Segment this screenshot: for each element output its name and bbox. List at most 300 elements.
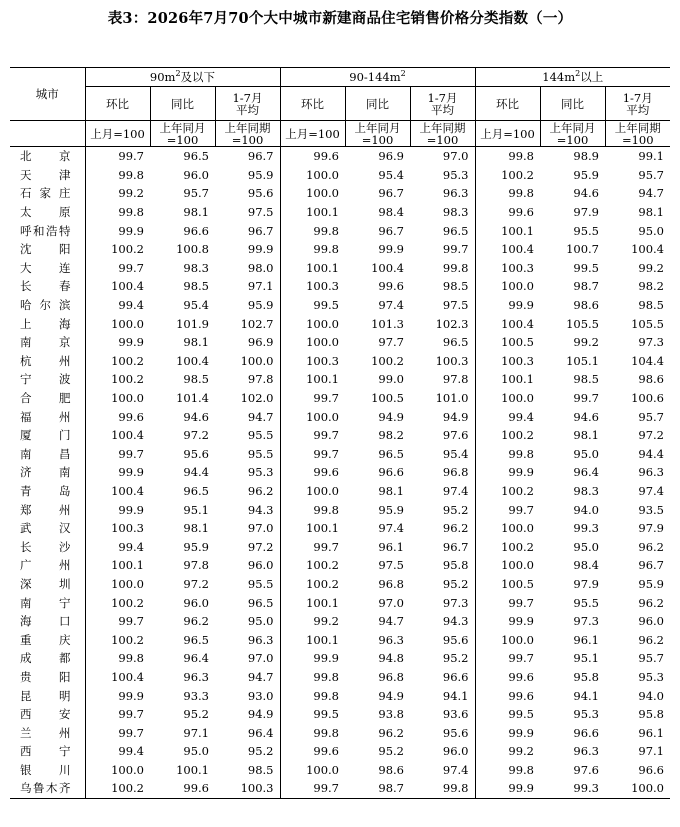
metric-header: 环比: [85, 87, 150, 121]
index-value: 95.5: [215, 426, 280, 445]
index-value: 100.3: [410, 352, 475, 371]
index-value: 99.8: [508, 186, 534, 201]
city-name: 太 原: [10, 203, 85, 222]
index-value: 99.9: [215, 240, 280, 259]
index-value: 96.1: [378, 539, 404, 554]
index-value: 100.2: [371, 353, 404, 368]
index-value: 99.6: [313, 149, 339, 164]
index-value: 100.4: [631, 242, 664, 257]
index-value: 100.2: [111, 595, 144, 610]
index-value: 96.7: [215, 147, 280, 166]
table-row: [10, 742, 670, 761]
city-name: 南 京: [10, 333, 85, 352]
index-value: 99.8: [313, 725, 339, 740]
index-value: 95.1: [183, 502, 209, 517]
index-value: 99.1: [638, 149, 664, 164]
group-header: $144m^2$以上: [475, 68, 670, 87]
table-row: [10, 166, 670, 185]
index-value: 96.8: [410, 463, 475, 482]
index-value: 96.8: [378, 669, 404, 684]
index-value: 94.7: [215, 407, 280, 426]
index-value: 95.2: [183, 707, 209, 722]
index-value: 100.0: [501, 521, 534, 536]
index-value: 95.7: [638, 409, 664, 424]
table-row: [10, 779, 670, 798]
index-value: 99.8: [313, 669, 339, 684]
index-value: 94.7: [378, 614, 404, 629]
index-value: 99.7: [508, 502, 534, 517]
index-value: 95.7: [638, 651, 664, 666]
city-name: 深 圳: [10, 575, 85, 594]
base-header: 上月=100: [475, 121, 540, 147]
index-value: 99.7: [573, 391, 599, 406]
index-value: 100.4: [111, 483, 144, 498]
index-value: 96.0: [215, 556, 280, 575]
index-value: 98.3: [573, 483, 599, 498]
index-value: 94.9: [215, 705, 280, 724]
index-value: 100.2: [306, 558, 339, 573]
city-name: 石 家 庄: [10, 184, 85, 203]
index-value: 99.7: [280, 779, 345, 798]
index-value: 100.3: [306, 353, 339, 368]
index-value: 96.3: [638, 465, 664, 480]
index-value: 96.0: [183, 595, 209, 610]
index-value: 97.3: [638, 335, 664, 350]
index-value: 99.8: [410, 259, 475, 278]
index-value: 95.7: [183, 186, 209, 201]
index-value: 99.0: [378, 372, 404, 387]
index-value: 96.7: [410, 537, 475, 556]
metric-header: 环比: [475, 87, 540, 121]
index-value: 96.5: [378, 446, 404, 461]
index-value: 96.5: [183, 632, 209, 647]
index-value: 96.3: [378, 632, 404, 647]
table-row: [10, 259, 670, 278]
index-value: 96.0: [638, 614, 664, 629]
index-value: 96.7: [215, 221, 280, 240]
index-value: 99.7: [313, 446, 339, 461]
index-value: 100.4: [111, 669, 144, 684]
index-value: 96.5: [215, 593, 280, 612]
index-value: 94.4: [638, 446, 664, 461]
index-value: 98.7: [345, 779, 410, 798]
index-value: 99.9: [118, 335, 144, 350]
index-value: 99.7: [118, 446, 144, 461]
index-value: 99.8: [118, 205, 144, 220]
index-value: 96.2: [410, 519, 475, 538]
index-value: 98.0: [215, 259, 280, 278]
index-value: 95.9: [378, 502, 404, 517]
index-value: 98.1: [573, 428, 599, 443]
index-value: 100.7: [566, 242, 599, 257]
base-header: 上年同月 =100: [150, 121, 215, 147]
index-value: 98.5: [215, 761, 280, 780]
index-value: 98.9: [573, 149, 599, 164]
index-value: 97.2: [183, 576, 209, 591]
index-value: 97.6: [410, 426, 475, 445]
city-column-header: 城市: [10, 68, 85, 121]
index-value: 100.4: [371, 260, 404, 275]
index-value: 96.9: [378, 149, 404, 164]
index-value: 96.7: [638, 558, 664, 573]
table-row: [10, 630, 670, 649]
index-value: 95.9: [215, 166, 280, 185]
index-value: 100.4: [501, 316, 534, 331]
index-value: 100.5: [371, 391, 404, 406]
index-value: 97.1: [215, 277, 280, 296]
index-value: 99.7: [118, 614, 144, 629]
index-value: 100.4: [176, 353, 209, 368]
city-name: 西 宁: [10, 742, 85, 761]
index-value: 99.7: [118, 149, 144, 164]
index-value: 100.2: [501, 483, 534, 498]
city-name: 济 南: [10, 463, 85, 482]
index-value: 100.2: [501, 428, 534, 443]
metric-header: 1-7月 平均: [215, 87, 280, 121]
index-value: 96.5: [183, 149, 209, 164]
table-row: [10, 482, 670, 501]
index-value: 99.6: [313, 465, 339, 480]
city-name: 青 岛: [10, 482, 85, 501]
index-value: 97.4: [410, 761, 475, 780]
base-header: 上年同月 =100: [540, 121, 605, 147]
index-value: 96.2: [638, 539, 664, 554]
table-row: [10, 705, 670, 724]
index-value: 99.9: [118, 502, 144, 517]
group-header: $90m^2$及以下: [85, 68, 280, 87]
index-value: 100.4: [501, 242, 534, 257]
index-value: 100.5: [501, 576, 534, 591]
index-value: 96.2: [638, 632, 664, 647]
index-value: 101.4: [176, 391, 209, 406]
index-value: 98.3: [183, 260, 209, 275]
index-value: 98.6: [638, 372, 664, 387]
index-value: 96.2: [378, 725, 404, 740]
table-row: [10, 277, 670, 296]
index-value: 96.7: [378, 186, 404, 201]
index-value: 100.0: [306, 483, 339, 498]
index-value: 99.6: [313, 744, 339, 759]
index-value: 96.0: [410, 742, 475, 761]
index-value: 98.6: [573, 298, 599, 313]
index-value: 94.7: [638, 186, 664, 201]
index-value: 96.2: [183, 614, 209, 629]
index-value: 97.8: [215, 370, 280, 389]
index-value: 100.3: [501, 260, 534, 275]
index-value: 95.4: [183, 298, 209, 313]
index-value: 97.2: [638, 428, 664, 443]
index-value: 98.5: [573, 372, 599, 387]
price-index-table: [10, 67, 670, 799]
index-value: 100.1: [306, 595, 339, 610]
index-value: 99.8: [313, 223, 339, 238]
table-row: [10, 463, 670, 482]
index-value: 99.8: [410, 779, 475, 798]
index-value: 100.1: [501, 372, 534, 387]
index-value: 95.0: [215, 612, 280, 631]
index-value: 96.5: [183, 483, 209, 498]
index-value: 95.6: [410, 723, 475, 742]
index-value: 102.0: [215, 389, 280, 408]
index-value: 99.9: [118, 688, 144, 703]
index-value: 97.5: [215, 203, 280, 222]
index-value: 97.4: [378, 521, 404, 536]
index-value: 98.1: [183, 521, 209, 536]
index-value: 99.8: [118, 651, 144, 666]
city-name: 天 津: [10, 166, 85, 185]
index-value: 99.5: [313, 298, 339, 313]
index-value: 96.4: [183, 651, 209, 666]
index-value: 98.1: [378, 483, 404, 498]
index-value: 100.2: [85, 779, 150, 798]
index-value: 95.2: [410, 500, 475, 519]
city-name: 上 海: [10, 314, 85, 333]
index-value: 99.8: [508, 446, 534, 461]
index-value: 97.1: [183, 725, 209, 740]
index-value: 99.7: [118, 707, 144, 722]
index-value: 99.9: [378, 242, 404, 257]
city-name: 重 庆: [10, 630, 85, 649]
index-value: 94.3: [215, 500, 280, 519]
index-value: 98.7: [573, 279, 599, 294]
index-value: 96.7: [378, 223, 404, 238]
index-value: 97.0: [410, 147, 475, 166]
index-value: 96.2: [215, 482, 280, 501]
index-value: 100.1: [306, 205, 339, 220]
index-value: 94.9: [410, 407, 475, 426]
index-value: 99.3: [573, 521, 599, 536]
index-value: 96.9: [215, 333, 280, 352]
city-name: 西 安: [10, 705, 85, 724]
index-value: 99.7: [313, 428, 339, 443]
table-row: [10, 649, 670, 668]
index-value: 99.4: [118, 298, 144, 313]
index-value: 100.3: [215, 779, 280, 798]
table-row: [10, 147, 670, 166]
index-value: 99.7: [508, 651, 534, 666]
index-value: 97.9: [638, 521, 664, 536]
index-value: 95.2: [410, 649, 475, 668]
index-value: 95.5: [215, 445, 280, 464]
index-value: 95.0: [638, 223, 664, 238]
index-value: 95.8: [638, 707, 664, 722]
index-value: 95.9: [638, 576, 664, 591]
index-value: 97.3: [573, 614, 599, 629]
index-value: 100.0: [306, 335, 339, 350]
index-value: 95.8: [573, 669, 599, 684]
index-value: 100.0: [306, 186, 339, 201]
table-row: [10, 761, 670, 780]
city-name: 合 肥: [10, 389, 85, 408]
index-value: 97.0: [378, 595, 404, 610]
index-value: 98.1: [638, 205, 664, 220]
table-header: [10, 68, 670, 147]
index-value: 99.9: [118, 465, 144, 480]
index-value: 97.8: [410, 370, 475, 389]
index-value: 100.1: [306, 632, 339, 647]
index-value: 95.7: [638, 167, 664, 182]
city-name: 哈 尔 滨: [10, 296, 85, 315]
index-value: 98.5: [183, 372, 209, 387]
index-value: 99.4: [118, 744, 144, 759]
index-value: 94.7: [215, 668, 280, 687]
city-name: 呼 和 浩 特: [10, 221, 85, 240]
index-value: 101.9: [176, 316, 209, 331]
index-value: 100.2: [501, 539, 534, 554]
index-value: 96.6: [378, 465, 404, 480]
index-value: 100.6: [631, 391, 664, 406]
index-value: 95.0: [573, 539, 599, 554]
table-row: [10, 426, 670, 445]
index-value: 100.1: [501, 223, 534, 238]
index-value: 93.5: [638, 502, 664, 517]
index-value: 99.5: [573, 260, 599, 275]
index-value: 95.2: [410, 575, 475, 594]
index-value: 96.5: [410, 333, 475, 352]
index-value: 99.8: [313, 242, 339, 257]
index-value: 95.9: [183, 539, 209, 554]
index-value: 98.2: [638, 279, 664, 294]
index-value: 99.6: [118, 409, 144, 424]
index-value: 100.2: [501, 167, 534, 182]
index-value: 94.9: [378, 409, 404, 424]
index-value: 100.0: [501, 632, 534, 647]
index-value: 100.1: [306, 260, 339, 275]
index-value: 100.0: [111, 391, 144, 406]
group-header: $90-144m^2$: [280, 68, 475, 87]
city-name: 长 沙: [10, 537, 85, 556]
index-value: 99.8: [508, 149, 534, 164]
table-row: [10, 612, 670, 631]
index-value: 99.3: [540, 779, 605, 798]
index-value: 99.9: [508, 298, 534, 313]
base-header: 上年同期 =100: [410, 121, 475, 147]
index-value: 97.2: [183, 428, 209, 443]
city-name: 南 昌: [10, 445, 85, 464]
index-value: 97.4: [638, 483, 664, 498]
index-value: 105.5: [631, 316, 664, 331]
table-row: [10, 723, 670, 742]
index-value: 99.9: [508, 465, 534, 480]
index-value: 104.4: [631, 353, 664, 368]
index-value: 100.0: [111, 762, 144, 777]
index-value: 97.9: [573, 205, 599, 220]
metric-header: 1-7月 平均: [605, 87, 670, 121]
index-value: 105.1: [566, 353, 599, 368]
index-value: 98.4: [378, 205, 404, 220]
index-value: 100.4: [111, 428, 144, 443]
index-value: 97.1: [638, 744, 664, 759]
city-name: 杭 州: [10, 352, 85, 371]
index-value: 100.2: [111, 372, 144, 387]
index-value: 100.3: [501, 353, 534, 368]
index-value: 101.0: [410, 389, 475, 408]
table-row: [10, 240, 670, 259]
table-row: [10, 519, 670, 538]
index-value: 100.0: [501, 558, 534, 573]
index-value: 99.8: [118, 167, 144, 182]
index-value: 97.0: [215, 649, 280, 668]
index-value: 96.2: [638, 595, 664, 610]
index-value: 97.0: [215, 519, 280, 538]
index-value: 97.3: [410, 593, 475, 612]
city-name: 南 宁: [10, 593, 85, 612]
index-value: 96.3: [183, 669, 209, 684]
index-value: 100.0: [111, 316, 144, 331]
index-value: 95.2: [378, 744, 404, 759]
index-value: 99.2: [313, 614, 339, 629]
index-value: 100.0: [306, 762, 339, 777]
index-value: 99.7: [410, 240, 475, 259]
index-value: 95.9: [215, 296, 280, 315]
index-value: 97.2: [215, 537, 280, 556]
city-name: 昆 明: [10, 686, 85, 705]
index-value: 99.4: [118, 539, 144, 554]
index-value: 95.0: [573, 446, 599, 461]
index-value: 99.7: [313, 391, 339, 406]
city-name: 厦 门: [10, 426, 85, 445]
index-value: 98.5: [638, 298, 664, 313]
index-value: 99.6: [150, 779, 215, 798]
index-value: 100.0: [501, 279, 534, 294]
index-value: 99.5: [313, 707, 339, 722]
index-value: 99.7: [313, 539, 339, 554]
city-name: 成 都: [10, 649, 85, 668]
index-value: 100.8: [176, 242, 209, 257]
index-value: 99.2: [638, 260, 664, 275]
base-header: 上年同期 =100: [605, 121, 670, 147]
index-value: 98.2: [378, 428, 404, 443]
index-value: 100.0: [501, 391, 534, 406]
index-value: 98.5: [183, 279, 209, 294]
index-value: 99.5: [508, 707, 534, 722]
metric-header: 同比: [345, 87, 410, 121]
table-row: [10, 407, 670, 426]
index-value: 99.2: [508, 744, 534, 759]
city-name: 宁 波: [10, 370, 85, 389]
index-value: 99.9: [508, 725, 534, 740]
base-header: 上月=100: [85, 121, 150, 147]
table-row: [10, 593, 670, 612]
metric-header: 同比: [150, 87, 215, 121]
index-value: 94.1: [573, 688, 599, 703]
index-value: 95.5: [573, 595, 599, 610]
index-value: 100.0: [306, 167, 339, 182]
city-name: 郑 州: [10, 500, 85, 519]
index-value: 100.2: [306, 576, 339, 591]
table-row: [10, 537, 670, 556]
index-value: 95.0: [183, 744, 209, 759]
index-value: 95.4: [378, 167, 404, 182]
index-value: 100.1: [111, 558, 144, 573]
city-name: 兰 州: [10, 723, 85, 742]
index-value: 94.9: [378, 688, 404, 703]
index-value: 98.3: [410, 203, 475, 222]
index-value: 100.0: [306, 409, 339, 424]
index-value: 99.9: [118, 223, 144, 238]
city-name: 武 汉: [10, 519, 85, 538]
index-value: 96.3: [410, 184, 475, 203]
index-value: 99.6: [378, 279, 404, 294]
index-value: 93.8: [378, 707, 404, 722]
index-value: 99.4: [508, 409, 534, 424]
city-base-cell: [10, 121, 85, 147]
index-value: 94.8: [378, 651, 404, 666]
metric-header: 环比: [280, 87, 345, 121]
index-value: 97.6: [573, 762, 599, 777]
city-name: 银 川: [10, 761, 85, 780]
table-row: [10, 445, 670, 464]
